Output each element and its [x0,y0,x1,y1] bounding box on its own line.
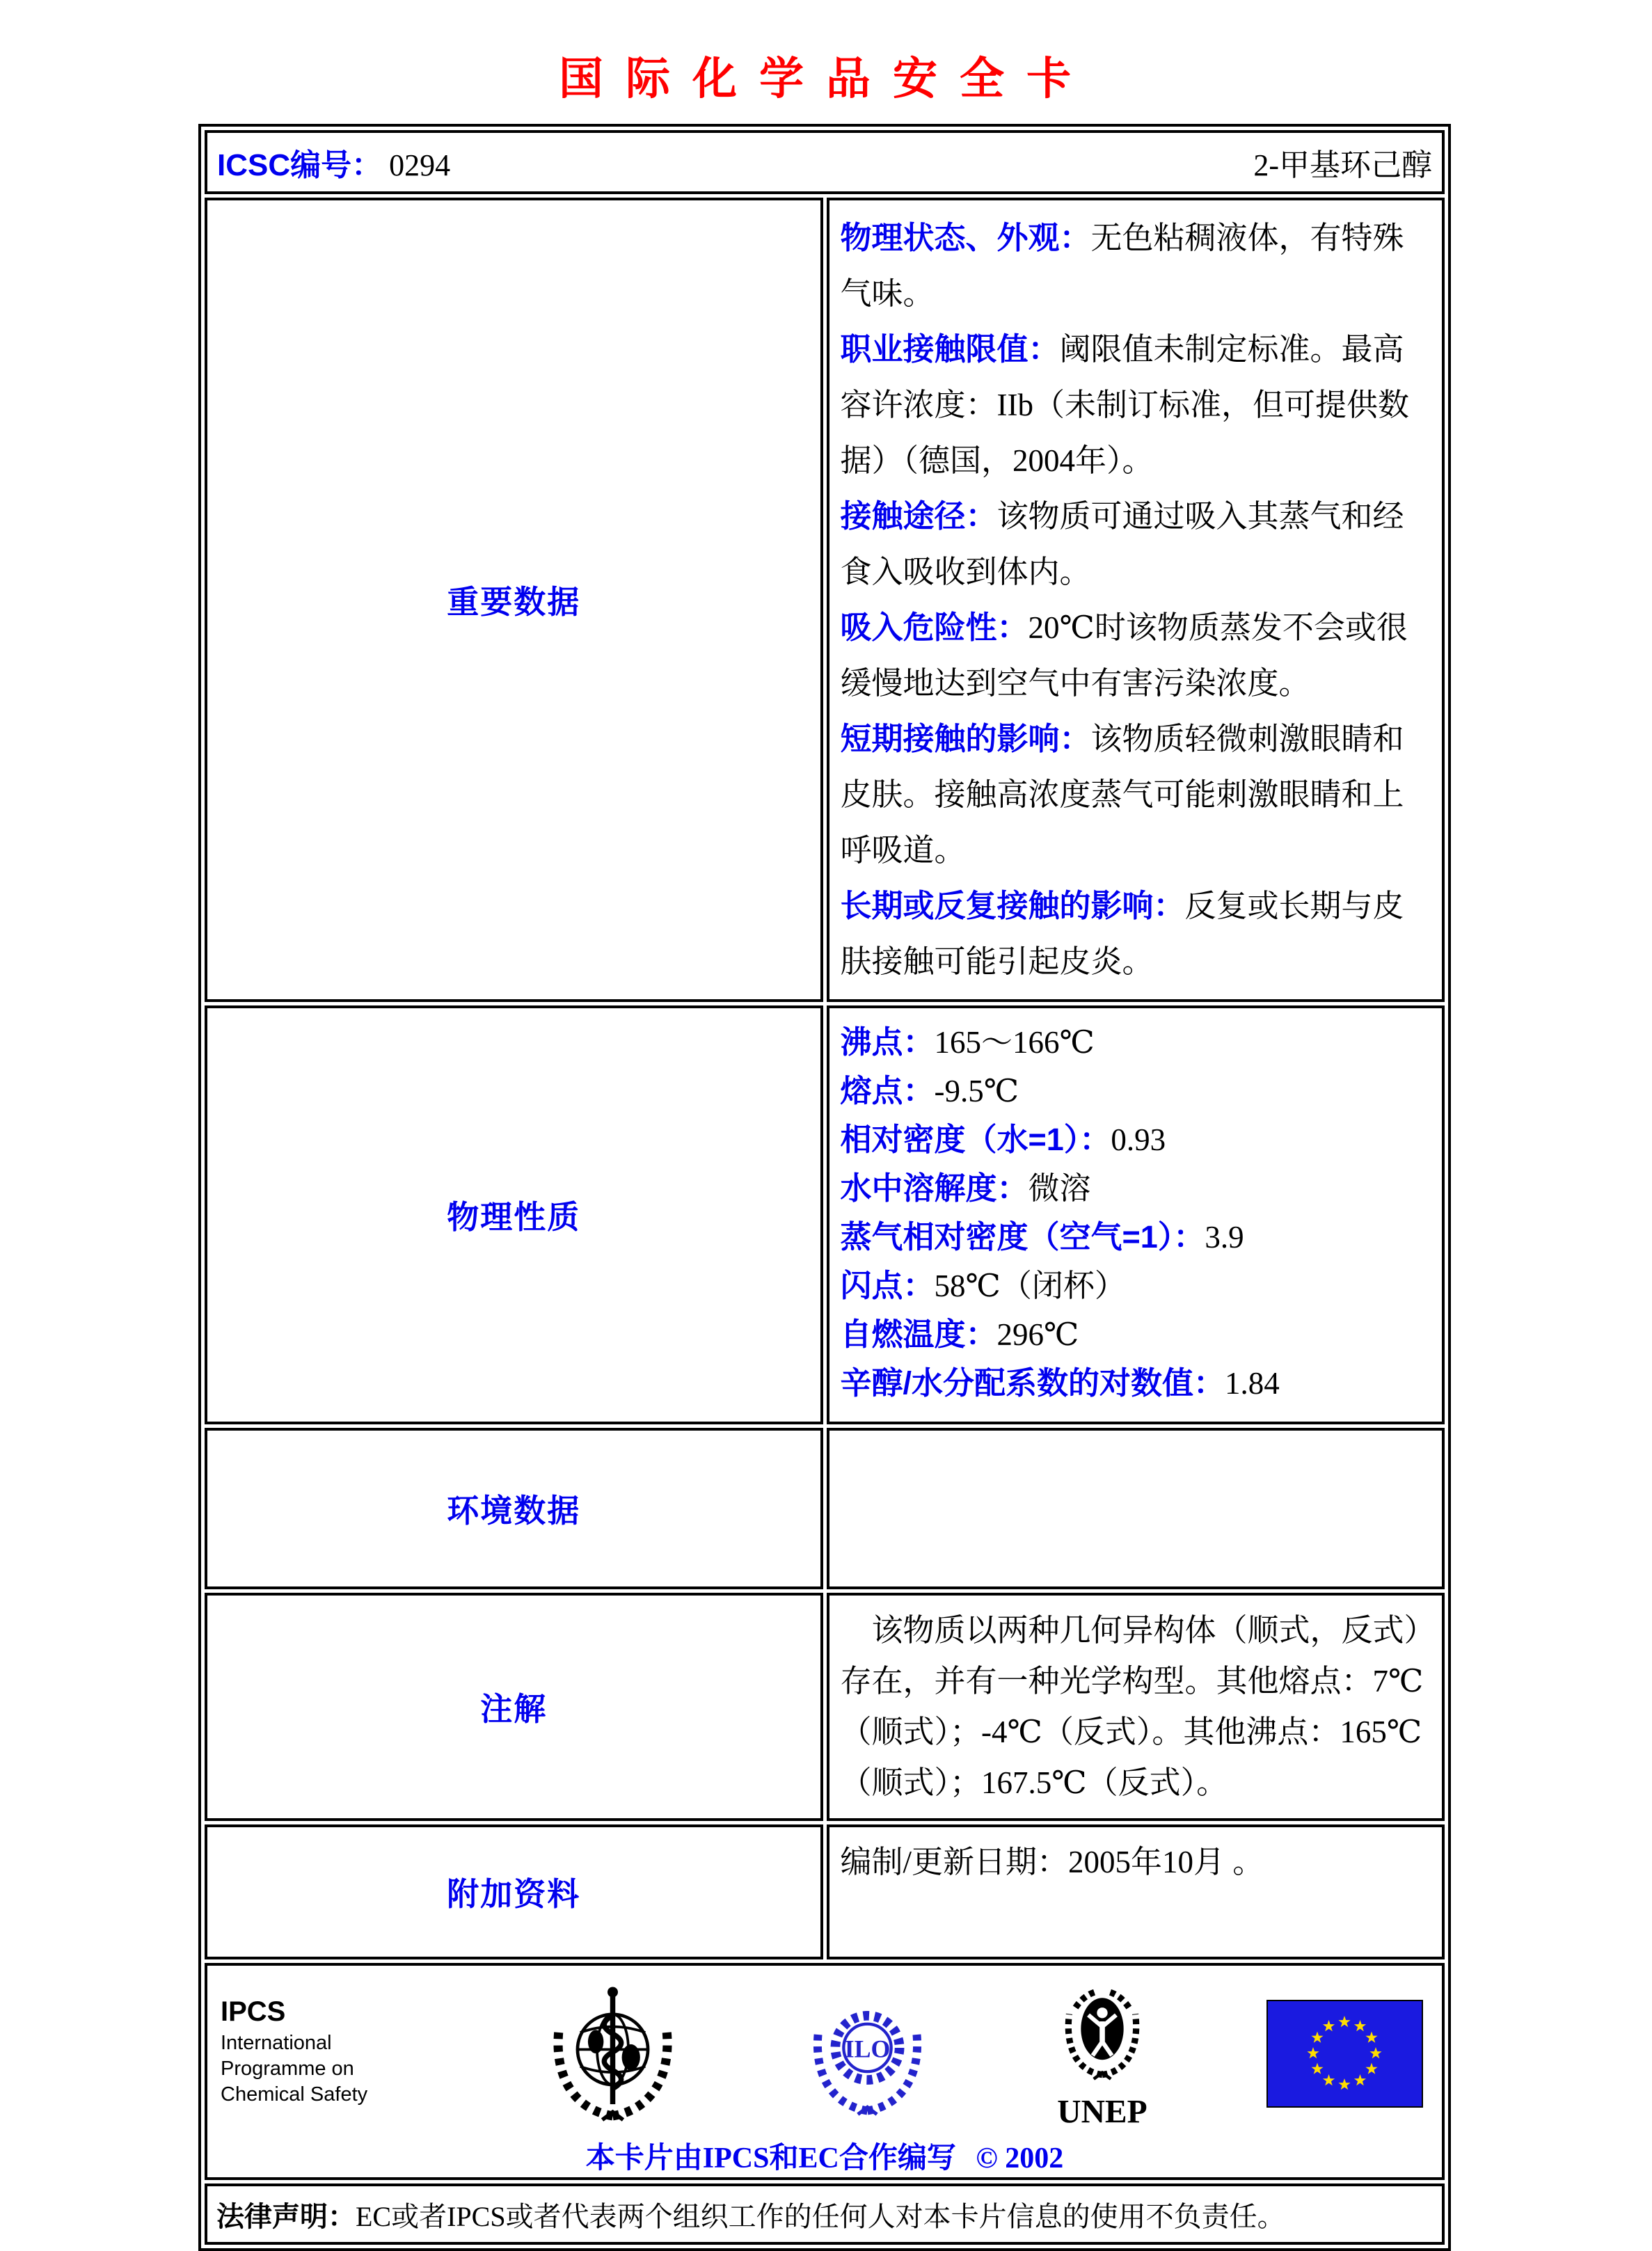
kv-label: 蒸气相对密度（空气=1）： [840,1219,1205,1255]
kv-value: 该物质可通过吸入其蒸气和经食入吸收到体内。 [840,499,1404,589]
important-data-content [827,198,1445,1002]
cooperation-text: 本卡片由IPCS和EC合作编写 [585,2142,956,2174]
who-logo-icon [534,1982,691,2125]
additional-info-row [205,1824,1445,1959]
legal-text: EC或者IPCS或者代表两个组织工作的任何人对本卡片信息的使用不负责任。 [356,2200,1285,2232]
kv-value: 58℃（闭杯） [934,1268,1126,1303]
kv-autoignition-temp [841,1310,1431,1359]
section-label-important-data: 重要数据 [205,198,823,1002]
kv-label: 闪点： [840,1268,935,1303]
header-row [205,130,1445,194]
kv-label: 物理状态、外观： [840,220,1091,255]
footer-row [205,1963,1445,2180]
ilo-logo-icon [796,1985,939,2122]
icsc-card-table [198,124,1451,2251]
additional-info-content [827,1824,1445,1959]
kv-label: 熔点： [840,1073,935,1108]
kv-value: 165～166℃ [934,1025,1095,1060]
icsc-number-label: ICSC编号： [217,148,383,182]
important-data-row [205,198,1445,1002]
page-title: 国际化学品安全卡 [559,54,1093,104]
additional-info-text: 编制/更新日期：2005年10月 。 [840,1845,1264,1879]
kv-value: 20℃时该物质蒸发不会或很缓慢地达到空气中有害污染浓度。 [840,610,1408,701]
kv-relative-density [841,1115,1431,1164]
kv-value: 0.93 [1111,1122,1166,1157]
kv-melting-point [841,1067,1431,1115]
kv-label: 沸点： [840,1024,935,1060]
kv-label: 接触途径： [840,498,997,534]
unep-logo-text: UNEP [1057,2094,1147,2131]
kv-label: 短期接触的影响： [840,721,1091,756]
kv-label: 相对密度（水=1）： [840,1122,1111,1157]
ipcs-line2: Programme on [221,2058,354,2080]
kv-label: 职业接触限值： [840,331,1060,367]
cooperation-line [208,2135,1441,2177]
kv-value: -9.5℃ [934,1074,1019,1108]
kv-value: 1.84 [1225,1366,1280,1401]
notes-row [205,1593,1445,1821]
kv-vapor-density [841,1213,1431,1262]
physical-properties-row [205,1005,1445,1424]
legal-label: 法律声明： [216,2201,356,2232]
kv-value: 无色粘稠液体，有特殊气味。 [840,221,1404,311]
kv-value: 微溶 [1028,1171,1091,1206]
kv-flash-point [841,1262,1431,1310]
environmental-data-content [827,1428,1445,1589]
eu-flag-icon [1266,2000,1423,2108]
icsc-number-group [217,140,450,184]
kv-exposure-routes [841,488,1431,600]
unep-logo-icon [1043,1973,1161,2133]
chemical-name: 2-甲基环己醇 [1253,148,1432,182]
legal-row [205,2184,1445,2245]
kv-value: 296℃ [996,1317,1079,1352]
kv-short-term-effects [841,711,1431,878]
section-label-notes: 注解 [205,1593,823,1821]
header-cell [205,130,1445,194]
section-label-physical-properties: 物理性质 [205,1005,823,1424]
kv-value: 该物质轻微刺激眼睛和皮肤。接触高浓度蒸气可能刺激眼睛和上呼吸道。 [840,722,1404,868]
environmental-data-row [205,1428,1445,1589]
notes-text: 该物质以两种几何异构体（顺式，反式）存在，并有一种光学构型。其他熔点：7℃（顺式）；-4℃（反式）。其他沸点：165℃（顺式）；167.5℃（反式）。 [840,1613,1424,1800]
kv-occupational-limits [841,321,1431,488]
icsc-number-value: 0294 [389,148,451,182]
kv-label: 吸入危险性： [840,610,1028,645]
ipcs-acronym: IPCS [221,1996,286,2027]
kv-long-term-effects [841,878,1431,989]
section-label-environmental-data: 环境数据 [205,1428,823,1589]
kv-physical-state [841,210,1431,321]
section-label-additional-info: 附加资料 [205,1824,823,1959]
physical-properties-content [827,1005,1445,1424]
notes-content [827,1593,1445,1821]
ilo-logo-text: ILO [844,2035,890,2063]
copyright-text: © 2002 [976,2142,1064,2174]
kv-water-solubility [841,1164,1431,1213]
kv-label: 自燃温度： [840,1317,997,1352]
kv-label: 长期或反复接触的影响： [840,888,1185,923]
kv-inhalation-risk [841,600,1431,711]
kv-value: 3.9 [1205,1220,1244,1255]
ipcs-line3: Chemical Safety [221,2083,368,2106]
kv-boiling-point [841,1018,1431,1067]
footer-cell [205,1963,1445,2180]
ipcs-line1: International [221,2032,332,2054]
kv-value: 阈限值未制定标准。最高容许浓度：IIb（未制订标准，但可提供数据）（德国，2004年）。 [840,332,1409,478]
kv-label: 水中溶解度： [840,1170,1028,1206]
legal-cell [205,2184,1445,2245]
ipcs-text-block [221,1996,429,2108]
kv-value: 反复或长期与皮肤接触可能引起皮炎。 [840,889,1404,979]
kv-octanol-water-coeff [841,1359,1431,1408]
kv-label: 辛醇/水分配系数的对数值： [840,1365,1225,1401]
